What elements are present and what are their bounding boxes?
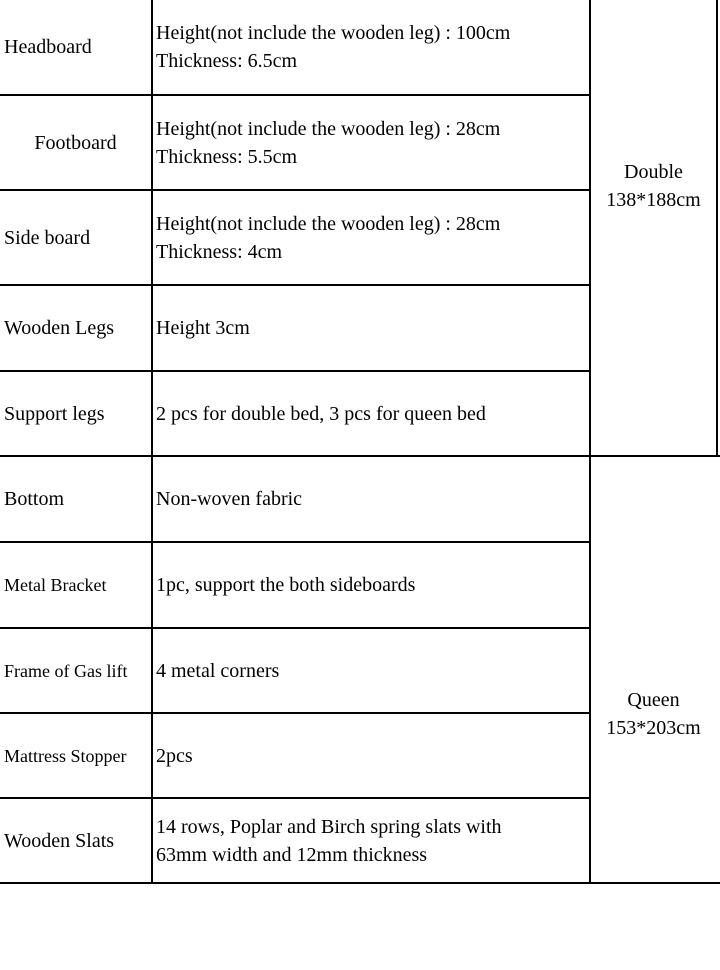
description-line: 4 metal corners — [156, 659, 280, 682]
part-label-headboard: Headboard — [4, 36, 92, 58]
description-line: Non-woven fabric — [156, 488, 303, 510]
description-line: Height(not include the wooden leg) : 100cm — [156, 22, 511, 44]
size-double — [591, 0, 716, 372]
description-line: Height 3cm — [156, 317, 250, 339]
part-description — [152, 629, 589, 712]
part-label-mattress-stopper: Mattress Stopper — [4, 745, 127, 766]
part-description — [152, 714, 589, 797]
table-right-border — [716, 0, 718, 456]
part-description — [152, 543, 589, 627]
part-label-support-legs: Support legs — [4, 402, 105, 425]
description-line: Height(not include the wooden leg) : 28cm — [156, 117, 501, 140]
part-description — [152, 0, 589, 94]
description-line: Thickness: 5.5cm — [156, 145, 298, 168]
part-label-bottom: Bottom — [4, 488, 65, 510]
part-description — [152, 799, 589, 882]
description-line: Height(not include the wooden leg) : 28cm — [156, 212, 501, 235]
size-queen — [591, 457, 716, 970]
size-name: Queen — [627, 688, 680, 711]
part-label-metal-bracket: Metal Bracket — [4, 575, 107, 595]
description-line: 14 rows, Poplar and Birch spring slats with — [156, 815, 502, 838]
description-line: 2 pcs for double bed, 3 pcs for queen bed — [156, 402, 486, 425]
part-description — [152, 286, 589, 370]
size-dimensions: 138*188cm — [606, 189, 701, 211]
description-line: 1pc, support the both sideboards — [156, 574, 416, 596]
part-description — [152, 372, 589, 455]
part-description — [152, 191, 589, 284]
part-description — [152, 457, 589, 541]
part-label-wooden-slats: Wooden Slats — [4, 829, 115, 852]
part-label-footboard: Footboard — [34, 131, 117, 154]
part-label-wooden-legs: Wooden Legs — [4, 317, 115, 339]
size-name: Double — [624, 161, 683, 183]
description-line: Thickness: 6.5cm — [156, 50, 298, 72]
size-dimensions: 153*203cm — [606, 716, 701, 739]
part-label-frame-of-gas-lift: Frame of Gas lift — [4, 660, 128, 681]
description-line: Thickness: 4cm — [156, 240, 283, 263]
description-line: 2pcs — [156, 744, 193, 767]
part-description — [152, 96, 589, 189]
part-label-side-board: Side board — [4, 226, 91, 249]
description-line: 63mm width and 12mm thickness — [156, 843, 428, 866]
